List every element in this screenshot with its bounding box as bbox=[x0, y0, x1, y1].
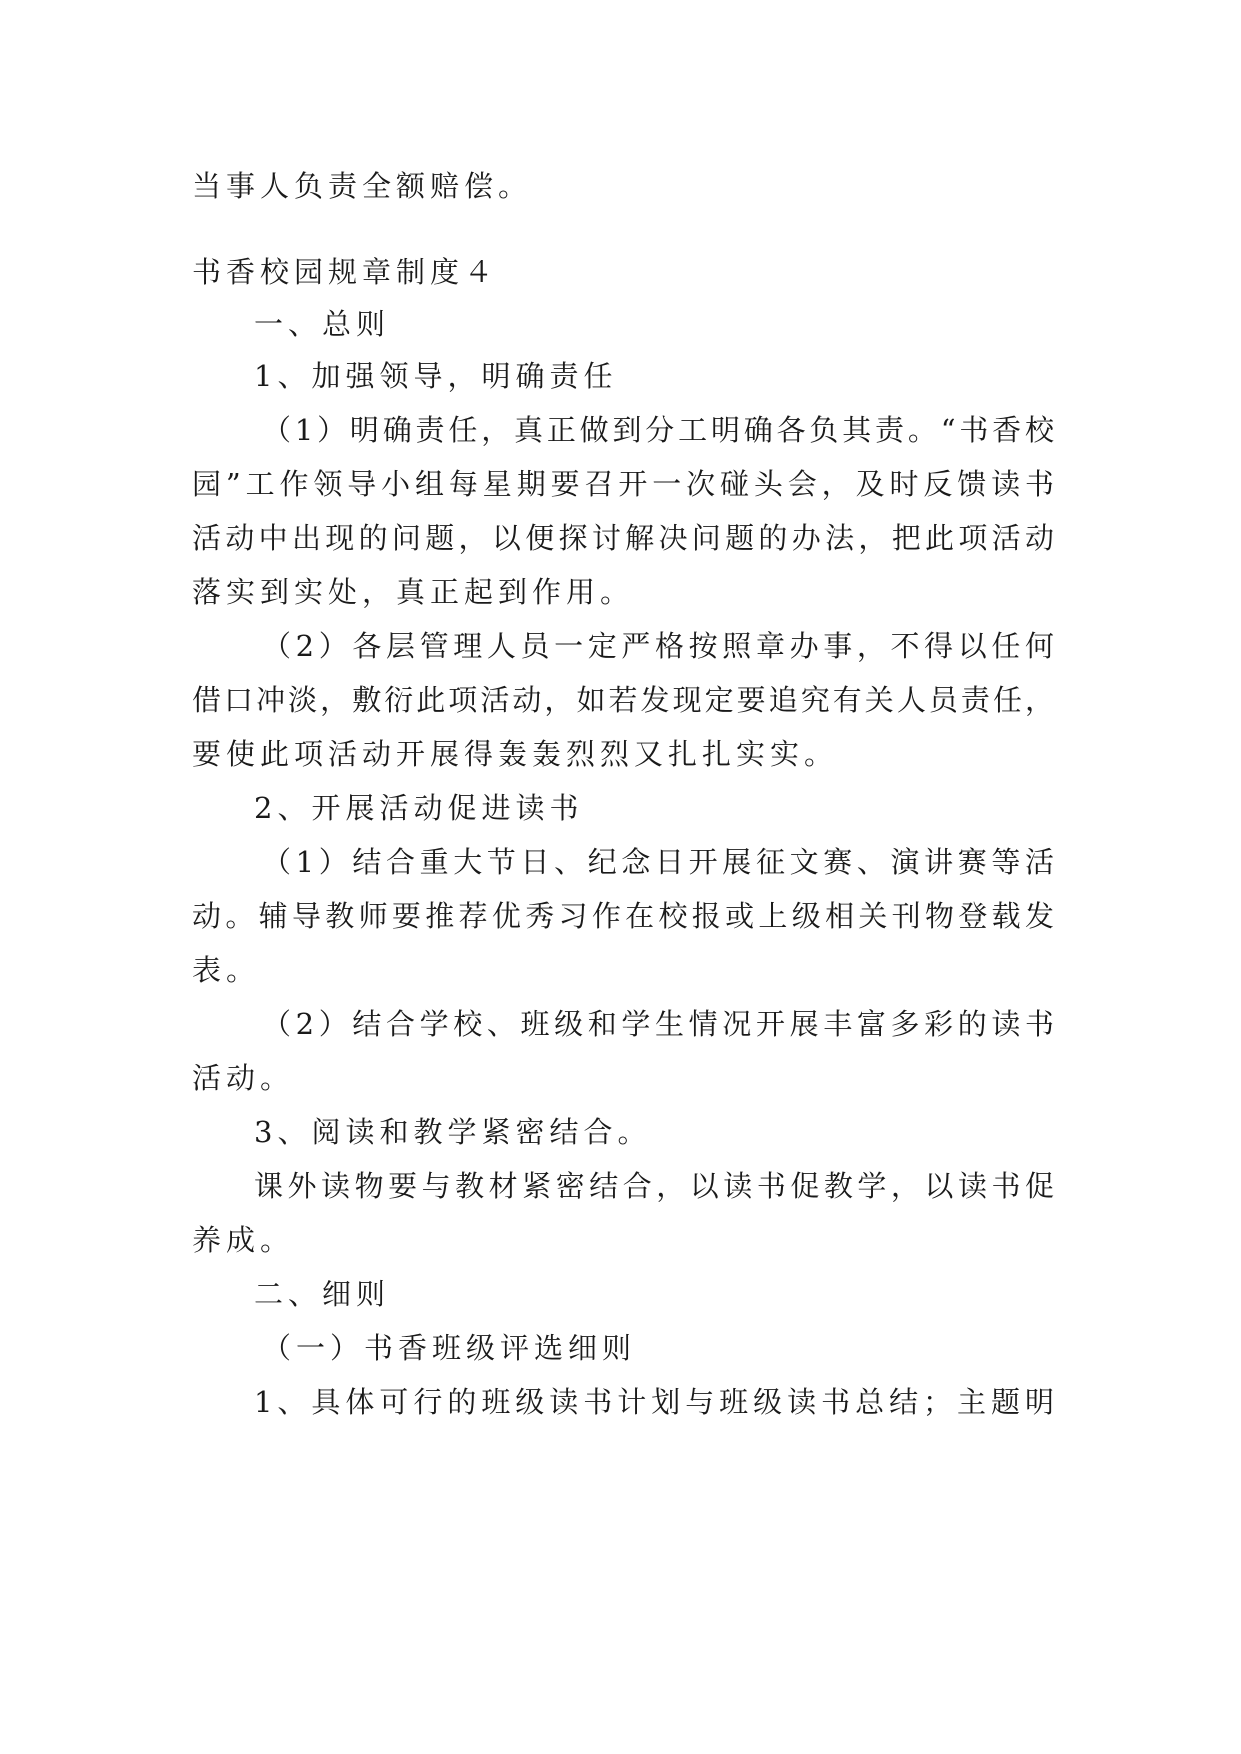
paragraph-line: （2）结合学校、班级和学生情况开展丰富多彩的读书 bbox=[262, 1007, 1054, 1041]
paragraph-line: 动。辅导教师要推荐优秀习作在校报或上级相关刊物登载发 bbox=[192, 899, 1054, 933]
subheading: （一）书香班级评选细则 bbox=[262, 1331, 637, 1365]
section-title: 书香校园规章制度４ bbox=[192, 255, 499, 289]
paragraph-line: （2）各层管理人员一定严格按照章办事，不得以任何 bbox=[262, 629, 1054, 663]
paragraph-line: 活动。 bbox=[192, 1061, 295, 1095]
subheading: 2、开展活动促进读书 bbox=[254, 791, 584, 825]
paragraph-line: 课外读物要与教材紧密结合，以读书促教学，以读书促 bbox=[254, 1169, 1054, 1203]
subheading: 1、加强领导，明确责任 bbox=[254, 359, 618, 393]
paragraph-line: 要使此项活动开展得轰轰烈烈又扎扎实实。 bbox=[192, 737, 839, 771]
subheading: 3、阅读和教学紧密结合。 bbox=[254, 1115, 652, 1149]
paragraph-line: 落实到实处，真正起到作用。 bbox=[192, 575, 635, 609]
paragraph-line: 园”工作领导小组每星期要召开一次碰头会，及时反馈读书 bbox=[192, 467, 1054, 501]
paragraph-line: （1）结合重大节日、纪念日开展征文赛、演讲赛等活 bbox=[262, 845, 1054, 879]
paragraph-line: 活动中出现的问题，以便探讨解决问题的办法，把此项活动 bbox=[192, 521, 1054, 555]
paragraph-line: （1）明确责任，真正做到分工明确各负其责。“书香校 bbox=[262, 413, 1054, 447]
text-line: 当事人负责全额赔偿。 bbox=[192, 169, 533, 203]
paragraph-line: 1、具体可行的班级读书计划与班级读书总结；主题明 bbox=[254, 1385, 1054, 1419]
heading-general: 一、总则 bbox=[254, 307, 391, 341]
heading-details: 二、细则 bbox=[254, 1277, 391, 1311]
paragraph-line: 表。 bbox=[192, 953, 261, 987]
paragraph-line: 养成。 bbox=[192, 1223, 295, 1257]
paragraph-line: 借口冲淡，敷衍此项活动，如若发现定要追究有关人员责任， bbox=[192, 683, 1054, 717]
